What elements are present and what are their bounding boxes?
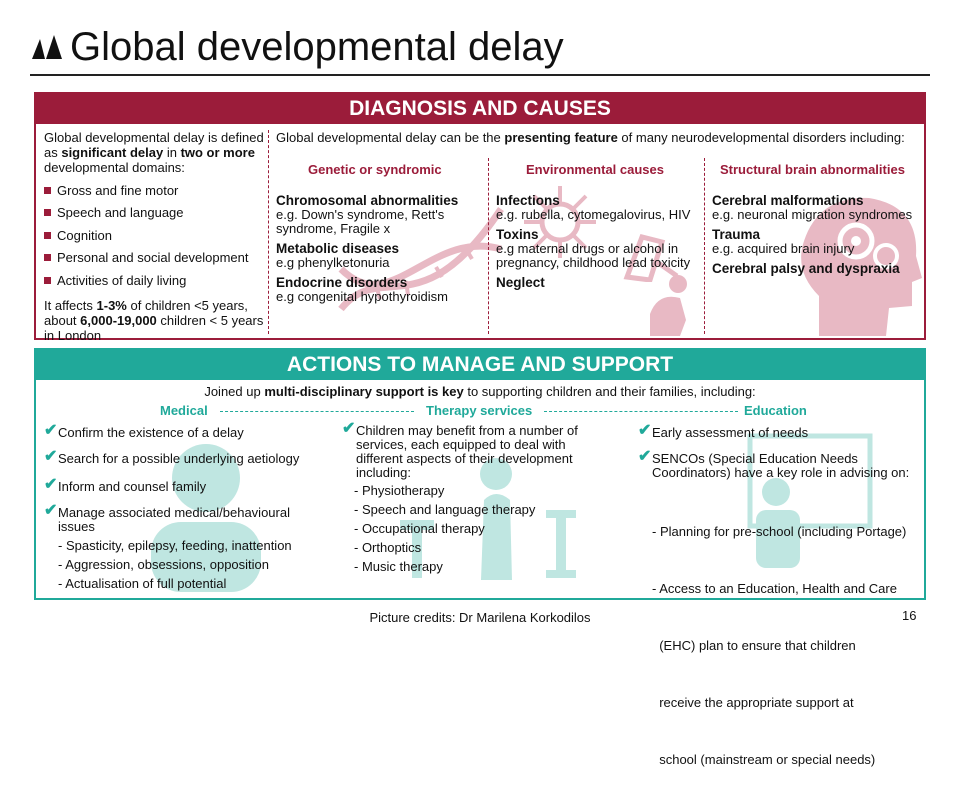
list-item: - Access to an Education, Health and Care [652, 581, 897, 596]
definition-column [44, 130, 264, 343]
bullet-square-icon [44, 254, 51, 261]
domain-list [44, 183, 264, 288]
list-item: Endocrine disorders e.g congenital hypothyroidism [276, 275, 448, 304]
picture-credits: Picture credits: Dr Marilena Korkodilos [369, 610, 591, 625]
page-title: Global developmental delay [70, 25, 564, 69]
page-number: 16 [902, 608, 917, 623]
list-item: ✔ Manage associated medical/behavioural issues [44, 502, 290, 534]
therapy-subitems [354, 481, 594, 576]
divider [488, 158, 489, 334]
diagnosis-heading: DIAGNOSIS AND CAUSES [36, 94, 924, 124]
environmental-list [496, 194, 700, 296]
environmental-heading: Environmental causes [526, 162, 664, 177]
actions-intro: Joined up multi-disciplinary support is key to supporting children and their families, including: [204, 384, 756, 399]
check-icon: ✔ [342, 420, 356, 437]
diagnosis-panel [34, 92, 926, 343]
list-item: Metabolic diseases e.g phenylketonuria [276, 241, 400, 270]
education-heading: Education [744, 403, 807, 418]
list-item: Cerebral malformations e.g. neuronal migration syndromes [712, 193, 913, 222]
check-icon: ✔ [638, 448, 652, 465]
title-row [30, 22, 564, 72]
list-item: Cognition [44, 228, 264, 243]
check-icon: ✔ [638, 422, 652, 439]
list-item: Personal and social development [44, 250, 264, 265]
list-item: - Actualisation of full potential [58, 576, 227, 591]
definition-text: Global developmental delay is defined as significant delay in two or more developmental domains: [44, 130, 264, 175]
check-icon: ✔ [44, 448, 58, 465]
list-item: ✔ Inform and counsel family [44, 476, 207, 494]
genetic-list [276, 194, 476, 310]
logo-icon [30, 33, 64, 61]
bullet-square-icon [44, 232, 51, 239]
list-item: ✔ Confirm the existence of a delay [44, 422, 244, 440]
list-item: Infections e.g. rubella, cytomegalovirus, HIV [496, 193, 691, 222]
education-subitems [652, 484, 924, 807]
causes-intro: Global developmental delay can be the presenting feature of many neurodevelopmental disorders including: [276, 130, 905, 145]
medical-subitems [58, 536, 338, 593]
structural-heading: Structural brain abnormalities [720, 162, 905, 177]
bullet-square-icon [44, 187, 51, 194]
list-item: Neglect [496, 275, 545, 290]
actions-heading: ACTIONS TO MANAGE AND SUPPORT [36, 350, 924, 380]
list-item: Speech and language [44, 205, 264, 220]
list-item: ✔ Early assessment of needs [638, 422, 809, 440]
genetic-heading: Genetic or syndromic [308, 162, 442, 177]
list-item: - Aggression, obsessions, opposition [58, 557, 270, 572]
list-item: school (mainstream or special needs) [652, 752, 876, 767]
list-item: ✔ Search for a possible underlying aetiology [44, 448, 300, 466]
check-icon: ✔ [44, 476, 58, 493]
prevalence-text: It affects 1-3% of children <5 years, about 6,000-19,000 children < 5 years in London [44, 297, 264, 343]
structural-list [712, 194, 922, 282]
bullet-square-icon [44, 209, 51, 216]
list-item: Cerebral palsy and dyspraxia [712, 261, 900, 276]
list-item: ✔ Children may benefit from a number of services, each equipped to deal with different aspects of their development including: [342, 420, 578, 480]
therapy-heading: Therapy services [426, 403, 533, 418]
list-item: - Physiotherapy [354, 483, 445, 498]
list-item: Toxins e.g maternal drugs or alcohol in pregnancy, childhood lead toxicity [496, 227, 691, 270]
check-icon: ✔ [44, 502, 58, 519]
list-item: - Orthoptics [354, 540, 422, 555]
list-item: - Speech and language therapy [354, 502, 536, 517]
divider [704, 158, 705, 334]
bullet-square-icon [44, 277, 51, 284]
list-item: receive the appropriate support at [652, 695, 854, 710]
list-item: Gross and fine motor [44, 183, 264, 198]
list-item: ✔ SENCOs (Special Education Needs Coordinators) have a key role in advising on: [638, 448, 910, 480]
medical-heading: Medical [160, 403, 208, 418]
list-item: (EHC) plan to ensure that children [652, 638, 856, 653]
list-item: - Music therapy [354, 559, 443, 574]
divider [544, 411, 738, 412]
list-item: Chromosomal abnormalities e.g. Down's syndrome, Rett's syndrome, Fragile x [276, 193, 459, 236]
title-divider [30, 74, 930, 76]
list-item: - Planning for pre-school (including Portage) [652, 524, 907, 539]
list-item: Activities of daily living [44, 273, 264, 288]
list-item: Trauma e.g. acquired brain injury [712, 227, 855, 256]
check-icon: ✔ [44, 422, 58, 439]
list-item: - Occupational therapy [354, 521, 485, 536]
divider [268, 130, 269, 334]
divider [220, 411, 414, 412]
list-item: - Spasticity, epilepsy, feeding, inattention [58, 538, 292, 553]
